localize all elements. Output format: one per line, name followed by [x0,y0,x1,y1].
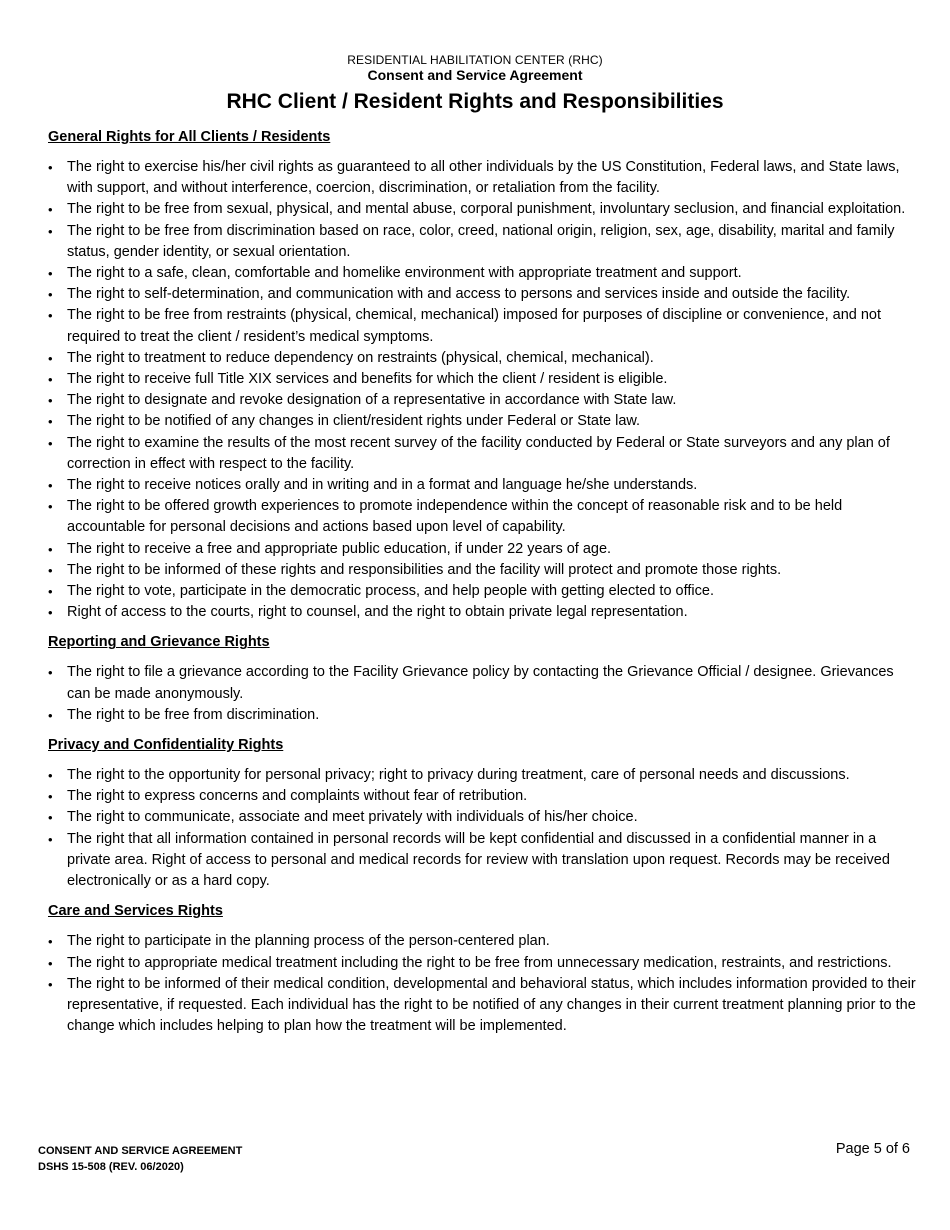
list-item: • The right to be informed of their medical condition, developmental and behavioral status, which includes information provided to their representative, if requested. Each individual has the right to be notified of any changes in their current treatment planning prior to the change which includes helping to plan how the treatment will be implemented. [47,974,917,1038]
page-number: Page 5 of 6 [835,1141,910,1157]
rights-list [47,662,917,726]
list-item: • The right to express concerns and complaints without fear of retribution. [47,786,917,807]
list-item: • The right to be free from restraints (physical, chemical, mechanical) imposed for purposes of discipline or convenience, and not required to treat the client / resident’s medical symptoms. [47,305,917,347]
list-item: • The right to be offered growth experiences to promote independence within the concept of reasonable risk and to be held accountable for personal decisions and actions based upon level of capability. [47,496,917,538]
rights-list [47,765,917,892]
form-name: CONSENT AND SERVICE AGREEMENT [38,1145,243,1157]
list-item: • The right to be notified of any changes in client/resident rights under Federal or State law. [47,411,917,432]
page-header [0,53,950,115]
section-care-services [47,901,917,1037]
list-item: • The right to receive notices orally and in writing and in a format and language he/she understands. [47,475,917,496]
rights-list [47,157,917,623]
section-heading: Care and Services Rights [48,903,223,920]
list-item: • The right to examine the results of the most recent survey of the facility conducted by Federal or State surveyors and any plan of correction in effect with respect to the facility. [47,433,917,475]
list-item: • The right to be informed of these rights and responsibilities and the facility will protect and promote those rights. [47,560,917,581]
section-privacy-confidentiality [47,735,917,892]
section-heading: Reporting and Grievance Rights [48,634,270,651]
list-item: • The right that all information contained in personal records will be kept confidential and discussed in a confidential manner in a private area. Right of access to personal and medical records for review with translation upon request. Records may be received electronically or as a hard copy. [47,829,917,893]
organization-name: RESIDENTIAL HABILITATION CENTER (RHC) [347,53,603,67]
form-number: DSHS 15-508 (REV. 06/2020) [38,1161,184,1173]
list-item: • The right to the opportunity for personal privacy; right to privacy during treatment, care of personal needs and discussions. [47,765,917,786]
list-item: • The right to exercise his/her civil rights as guaranteed to all other individuals by the US Constitution, Federal laws, and State laws, with support, and without interference, coercion, discrimination, or retaliation from the facility. [47,157,917,199]
list-item: • The right to be free from sexual, physical, and mental abuse, corporal punishment, involuntary seclusion, and financial exploitation. [47,199,917,220]
list-item: • The right to a safe, clean, comfortable and homelike environment with appropriate treatment and support. [47,263,917,284]
page-title: RHC Client / Resident Rights and Responsibilities [226,90,724,113]
document-subtitle: Consent and Service Agreement [367,67,583,83]
section-general-rights [47,127,917,623]
section-heading: Privacy and Confidentiality Rights [48,737,284,754]
list-item: • The right to appropriate medical treatment including the right to be free from unnecessary medication, restraints, and restrictions. [47,953,917,974]
form-footer [38,1143,242,1175]
rights-list [47,931,917,1037]
list-item: • The right to self-determination, and communication with and access to persons and services inside and outside the facility. [47,284,917,305]
list-item: • The right to participate in the planning process of the person-centered plan. [47,931,917,952]
list-item: • The right to vote, participate in the democratic process, and help people with getting elected to office. [47,581,917,602]
list-item: • The right to receive full Title XIX services and benefits for which the client / resident is eligible. [47,369,917,390]
list-item: • The right to file a grievance according to the Facility Grievance policy by contacting the Grievance Official / designee. Grievances can be made anonymously. [47,662,917,704]
list-item: • The right to communicate, associate and meet privately with individuals of his/her choice. [47,807,917,828]
document-body [47,127,917,1046]
list-item: • The right to treatment to reduce dependency on restraints (physical, chemical, mechanical). [47,348,917,369]
list-item: • The right to be free from discrimination. [47,705,917,726]
section-reporting-grievance [47,632,917,726]
list-item: • The right to receive a free and appropriate public education, if under 22 years of age. [47,539,917,560]
list-item: • Right of access to the courts, right to counsel, and the right to obtain private legal representation. [47,602,917,623]
list-item: • The right to designate and revoke designation of a representative in accordance with State law. [47,390,917,411]
section-heading: General Rights for All Clients / Residents [48,129,331,145]
list-item: • The right to be free from discrimination based on race, color, creed, national origin, religion, sex, age, disability, marital and family status, gender identity, or sexual orientation. [47,221,917,263]
